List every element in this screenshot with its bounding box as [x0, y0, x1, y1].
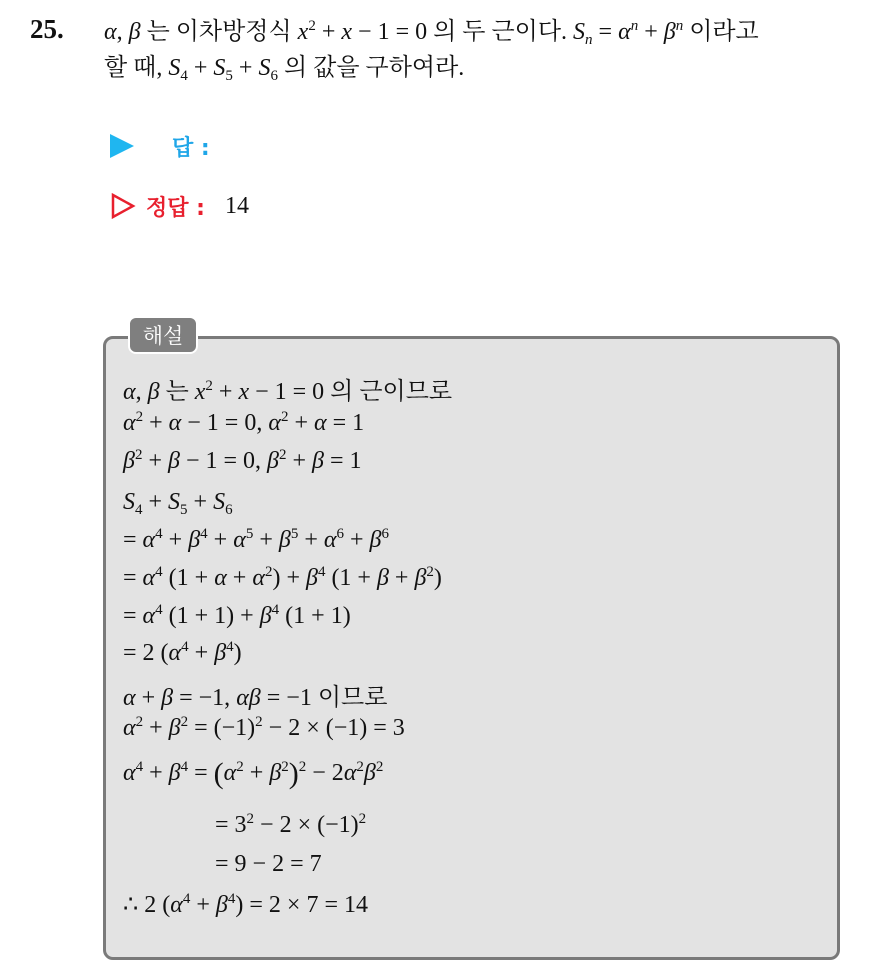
correct-answer-value: 14 [224, 192, 249, 219]
question-number: 25. [30, 14, 64, 44]
solution-line: $\alpha^2 + \beta^2 = (-1)^2 - 2 \times (-1) = 3$ [123, 714, 405, 741]
correct-answer-row [110, 186, 249, 226]
solution-line: = 9 − 2 = 7 [215, 851, 322, 877]
question-line-1: α, β 는 이차방정식 $x^2 + x - 1 = 0$ 의 두 근이다. $S_n = \alpha^n + \beta^n$ 이라고 [104, 18, 759, 48]
solution-line: $\alpha^2 + \alpha - 1 = 0$, $\alpha^2 + \alpha = 1$ [123, 409, 365, 436]
outline-triangle-icon [110, 193, 136, 219]
solution-line: α, β 는 $x^2 + x - 1 = 0$ 의 근이므로 [123, 378, 453, 405]
solution-line: ∴ 2 $(\alpha^4 + \beta^4) = 2 \times 7 = 14$ [123, 891, 368, 918]
play-triangle-icon [110, 134, 134, 158]
solution-line: = $\alpha^4$ $(1 + 1) + \beta^4$ (1 + 1) [123, 602, 351, 629]
solution-line: $\alpha^4 + \beta^4 = (\alpha^2 + \beta^2)^2 - 2\alpha^2\beta^2$ [123, 757, 384, 790]
question-text [104, 14, 874, 86]
solution-line: α + β = −1, αβ = −1 이므로 [123, 685, 388, 711]
solution-line: $\beta^2 + \beta - 1 = 0$, $\beta^2 + \beta = 1$ [123, 447, 362, 474]
question-line-2: 할 때, $S_4 + S_5 + S_6$ 의 값을 구하여라. [104, 55, 465, 84]
solution-line: = 2 $(\alpha^4 + \beta^4)$ [123, 639, 242, 666]
solution-line: = $\alpha^4 + \beta^4 + \alpha^5 + \beta^5 + \alpha^6 + \beta^6$ [123, 526, 389, 553]
answer-label: 답 : [172, 135, 210, 161]
solution-line: = $\alpha^4$ $(1 + \alpha + \alpha^2) + \beta^4$ $(1 + \beta + \beta^2)$ [123, 564, 442, 591]
correct-answer-label: 정답 : [146, 195, 205, 221]
solution-line: $S_4 + S_5 + S_6$ [123, 489, 233, 518]
solution-line: = $3^2 - 2 \times (-1)^2$ [215, 811, 367, 838]
solution-tab-label: 해설 [128, 316, 198, 354]
answer-row [110, 126, 210, 166]
